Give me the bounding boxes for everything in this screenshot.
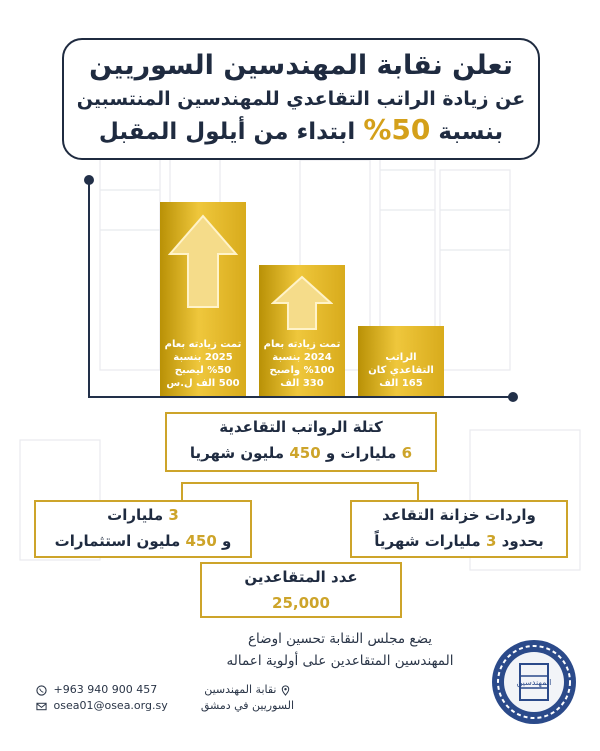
- pension-mass-box: [165, 412, 437, 472]
- phone-number[interactable]: +963 940 900 457: [53, 683, 158, 696]
- bar-base: [358, 326, 444, 396]
- headline-subtitle: عن زيادة الراتب التقاعدي للمهندسين المنتسبين: [76, 88, 526, 110]
- org-line1: نقابة المهندسين: [204, 683, 277, 696]
- pension-mass-value: 6 مليارات و 450 مليون شهريا: [189, 444, 413, 462]
- logo-text: المهندسين: [516, 678, 552, 687]
- syndicate-logo: [490, 638, 578, 726]
- chart-y-axis: [88, 180, 90, 398]
- bar-2025: [160, 202, 246, 396]
- retirees-count-value: 25,000: [272, 594, 330, 612]
- bar-base-label: الراتب التقاعدي كان 165 الف: [368, 352, 434, 389]
- connector-right: [417, 482, 419, 502]
- axis-dot-right: [508, 392, 518, 402]
- footer-statement: [210, 628, 470, 672]
- bar-2025-label: تمت زيادته بعام 2025 بنسبة 50% ليصبح 500 الف ل.س: [164, 339, 242, 389]
- location-pin-icon: [280, 685, 291, 696]
- org-line2: السوريين في دمشق: [200, 699, 294, 712]
- whatsapp-icon: [36, 685, 47, 696]
- investments-box: [34, 500, 252, 558]
- headline-percent: 50%: [363, 113, 431, 146]
- retirees-count-title: عدد المتقاعدين: [244, 568, 358, 586]
- connector-horizontal: [181, 482, 419, 484]
- bar-2024-label: تمت زيادته بعام 2024 بنسبة 100% واصبح 330 الف: [263, 339, 341, 389]
- location-info: [176, 682, 294, 714]
- chart-x-axis: [88, 396, 514, 398]
- treasury-revenue-title: واردات خزانة التقاعد: [382, 506, 536, 524]
- footer-line2: المهندسين المتقاعدين على أولوية اعماله: [226, 653, 454, 669]
- footer-line1: يضع مجلس النقابة تحسين اوضاع: [247, 631, 433, 647]
- treasury-revenue-box: [350, 500, 568, 558]
- headline-percent-line: بنسبة 50% ابتداء من أيلول المقبل: [98, 113, 504, 146]
- investments-line2: و 450 مليون استثمارات: [54, 532, 232, 550]
- axis-dot-top: [84, 175, 94, 185]
- email-row: [36, 698, 168, 714]
- bar-2024: [259, 265, 345, 396]
- phone-row: [36, 682, 168, 698]
- treasury-revenue-value: بحدود 3 مليارات شهرياً: [374, 532, 544, 550]
- email-address[interactable]: osea01@osea.org.sy: [53, 699, 168, 712]
- contact-info: [36, 682, 168, 714]
- pension-mass-title: كتلة الرواتب التقاعدية: [219, 418, 383, 436]
- retirees-count-box: [200, 562, 402, 618]
- arrow-up-icon: [168, 214, 238, 309]
- headline-box: [62, 38, 540, 160]
- headline-title: تعلن نقابة المهندسين السوريين: [89, 50, 513, 81]
- arrow-up-icon: [271, 275, 333, 331]
- investments-line1: 3 مليارات: [107, 506, 179, 524]
- email-icon: [36, 701, 47, 712]
- connector-left: [181, 482, 183, 502]
